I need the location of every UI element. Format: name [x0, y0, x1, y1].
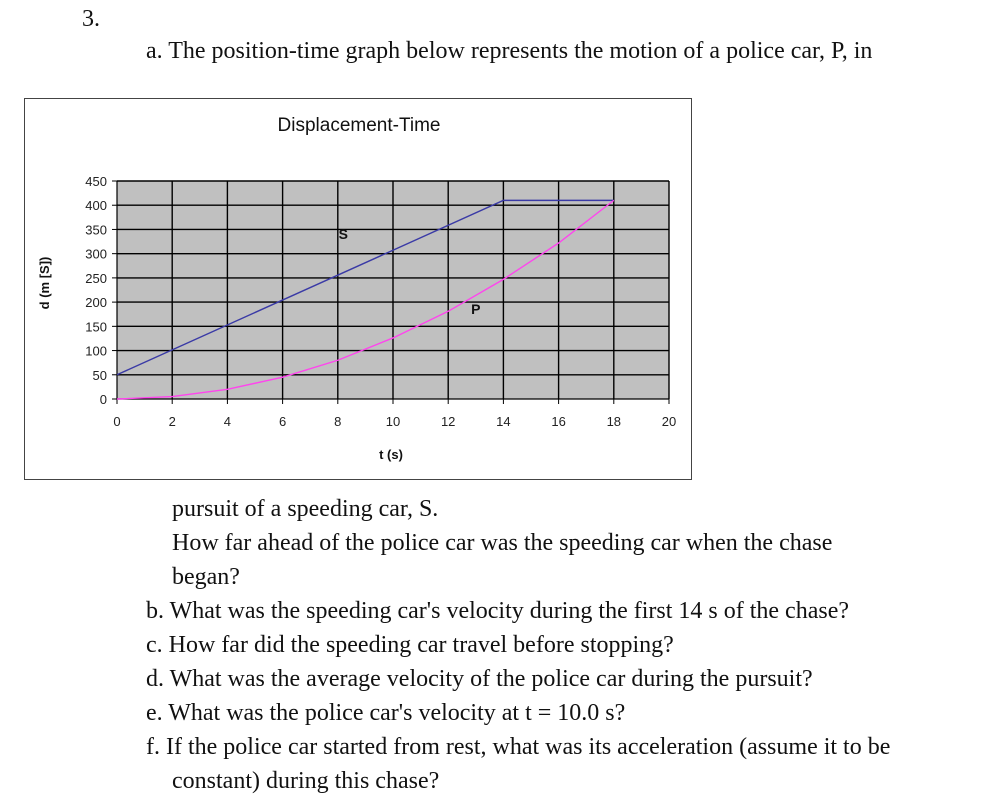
x-tick-label: 12 [440, 414, 456, 429]
part-a-line2: pursuit of a speeding car, S. [172, 496, 439, 522]
x-tick-label: 10 [385, 414, 401, 429]
y-tick-label: 0 [99, 392, 107, 407]
part-c: c. How far did the speeding car travel before stopping? [146, 632, 674, 658]
x-tick-label: 2 [168, 414, 176, 429]
y-tick-label: 50 [92, 367, 107, 383]
x-tick-label: 14 [496, 414, 511, 429]
y-tick-label: 250 [85, 270, 107, 286]
part-e: e. What was the police car's velocity at t = 10.0 s? [146, 700, 626, 726]
y-tick-label: 450 [85, 174, 107, 189]
part-f-line1: f. If the police car started from rest, what was its acceleration (assume it to be [146, 734, 891, 760]
x-tick-label: 8 [334, 414, 342, 429]
x-tick-label: 18 [606, 414, 622, 429]
part-d: d. What was the average velocity of the police car during the pursuit? [146, 666, 813, 692]
part-f-line2: constant) during this chase? [172, 768, 440, 794]
y-tick-label: 200 [85, 295, 107, 311]
y-axis-label: d (m [S]) [37, 256, 52, 310]
x-tick-label: 0 [113, 414, 121, 429]
question-number: 3. [82, 6, 100, 32]
part-b: b. What was the speeding car's velocity during the first 14 s of the chase? [146, 598, 850, 624]
x-tick-label: 16 [551, 414, 566, 429]
y-tick-label: 400 [85, 198, 107, 214]
y-tick-label: 150 [85, 319, 107, 335]
chart-title: Displacement-Time [277, 115, 441, 136]
annotation-label-s: S [338, 226, 348, 243]
part-a-question-line2: began? [172, 564, 240, 590]
part-a-question-line1: How far ahead of the police car was the speeding car when the chase [172, 530, 833, 556]
x-tick-label: 4 [223, 414, 232, 429]
x-tick-label: 20 [661, 414, 677, 429]
annotation-label-p: P [471, 301, 481, 318]
y-tick-label: 100 [85, 343, 107, 359]
part-a-intro: a. The position-time graph below represents the motion of a police car, P, in [146, 38, 873, 64]
y-tick-label: 350 [85, 222, 107, 238]
y-tick-label: 300 [85, 246, 107, 262]
x-tick-label: 6 [278, 414, 287, 429]
displacement-time-chart [25, 99, 693, 481]
chart-container [24, 98, 692, 480]
x-axis-label: t (s) [379, 447, 403, 462]
